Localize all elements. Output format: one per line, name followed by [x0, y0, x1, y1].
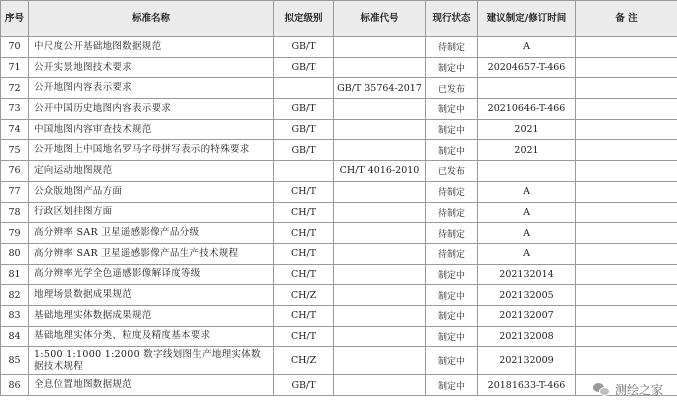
- cell-code: [334, 57, 426, 78]
- cell-note: [576, 243, 677, 264]
- cell-plan: 202132008: [478, 326, 576, 347]
- cell-name: 公开中国历史地图内容表示要求: [29, 99, 274, 120]
- cell-code: [334, 285, 426, 306]
- cell-note: [576, 326, 677, 347]
- cell-no: 74: [1, 119, 29, 140]
- cell-note: [576, 181, 677, 202]
- cell-status: 制定中: [426, 347, 478, 375]
- cell-no: 84: [1, 326, 29, 347]
- cell-level: GB/T: [274, 37, 334, 58]
- cell-note: [576, 264, 677, 285]
- cell-name: 公众版地图产品方面: [29, 181, 274, 202]
- cell-status: 已发布: [426, 78, 478, 99]
- cell-plan: 20210646-T-466: [478, 99, 576, 120]
- cell-plan: A: [478, 37, 576, 58]
- table-row: [1, 181, 677, 202]
- cell-level: [274, 78, 334, 99]
- table-row: [1, 375, 677, 396]
- table-row: [1, 223, 677, 244]
- cell-plan: 202132007: [478, 305, 576, 326]
- cell-status: 待制定: [426, 223, 478, 244]
- cell-plan: [478, 161, 576, 182]
- header-code: 标准代号: [334, 1, 426, 37]
- cell-level: CH/Z: [274, 347, 334, 375]
- cell-no: 70: [1, 37, 29, 58]
- cell-name: 行政区划挂图方面: [29, 202, 274, 223]
- table-row: [1, 243, 677, 264]
- table-body: [1, 37, 677, 396]
- cell-status: 待制定: [426, 243, 478, 264]
- cell-note: [576, 305, 677, 326]
- cell-name: 全息位置地图数据规范: [29, 375, 274, 396]
- cell-note: [576, 161, 677, 182]
- cell-name: 公开实景地图技术要求: [29, 57, 274, 78]
- cell-code: GB/T 35764-2017: [334, 78, 426, 99]
- cell-plan: 20181633-T-466: [478, 375, 576, 396]
- cell-name: 中国地图内容审查技术规范: [29, 119, 274, 140]
- cell-no: 72: [1, 78, 29, 99]
- cell-note: [576, 78, 677, 99]
- watermark: [593, 381, 663, 398]
- cell-plan: A: [478, 243, 576, 264]
- table-row: [1, 202, 677, 223]
- table-row: [1, 264, 677, 285]
- cell-name: 公开地图上中国地名罗马字母拼写表示的特殊要求: [29, 140, 274, 161]
- cell-plan: A: [478, 223, 576, 244]
- cell-level: CH/T: [274, 264, 334, 285]
- cell-code: [334, 305, 426, 326]
- table-row: [1, 161, 677, 182]
- header-plan: 建议制定/修订时间: [478, 1, 576, 37]
- cell-note: [576, 285, 677, 306]
- cell-code: [334, 264, 426, 285]
- cell-name: 高分辨率 SAR 卫星遥感影像产品生产技术规程: [29, 243, 274, 264]
- cell-no: 86: [1, 375, 29, 396]
- cell-code: [334, 223, 426, 244]
- cell-no: 82: [1, 285, 29, 306]
- cell-level: GB/T: [274, 99, 334, 120]
- cell-plan: 2021: [478, 119, 576, 140]
- cell-code: [334, 140, 426, 161]
- cell-name: 地理场景数据成果规范: [29, 285, 274, 306]
- cell-plan: 202132005: [478, 285, 576, 306]
- watermark-text: 测绘之家: [614, 383, 663, 397]
- table-row: [1, 99, 677, 120]
- cell-status: 已发布: [426, 161, 478, 182]
- cell-name: 公开地图内容表示要求: [29, 78, 274, 99]
- cell-no: 71: [1, 57, 29, 78]
- cell-no: 77: [1, 181, 29, 202]
- cell-name: 1:500 1:1000 1:2000 数字线划图生产地理实体数据技术规程: [29, 347, 274, 375]
- cell-note: [576, 99, 677, 120]
- cell-level: CH/T: [274, 243, 334, 264]
- cell-status: 制定中: [426, 326, 478, 347]
- cell-name: 基础地理实体分类、粒度及精度基本要求: [29, 326, 274, 347]
- cell-plan: A: [478, 181, 576, 202]
- table-row: [1, 140, 677, 161]
- cell-level: CH/T: [274, 305, 334, 326]
- cell-note: [576, 37, 677, 58]
- cell-code: CH/T 4016-2010: [334, 161, 426, 182]
- table-header-row: [1, 1, 677, 37]
- cell-code: [334, 119, 426, 140]
- cell-name: 基础地理实体数据成果规范: [29, 305, 274, 326]
- header-status: 现行状态: [426, 1, 478, 37]
- cell-code: [334, 181, 426, 202]
- cell-level: GB/T: [274, 119, 334, 140]
- cell-name: 高分辨率 SAR 卫星遥感影像产品分级: [29, 223, 274, 244]
- cell-plan: 20204657-T-466: [478, 57, 576, 78]
- cell-status: 制定中: [426, 305, 478, 326]
- cell-code: [334, 326, 426, 347]
- cell-no: 79: [1, 223, 29, 244]
- wechat-icon: [593, 382, 611, 397]
- cell-status: 制定中: [426, 99, 478, 120]
- cell-status: 制定中: [426, 285, 478, 306]
- header-note: 备 注: [576, 1, 677, 37]
- header-no: 序号: [1, 1, 29, 37]
- cell-status: 待制定: [426, 202, 478, 223]
- cell-status: 制定中: [426, 119, 478, 140]
- cell-level: [274, 161, 334, 182]
- cell-note: [576, 119, 677, 140]
- table-row: [1, 347, 677, 375]
- cell-code: [334, 347, 426, 375]
- cell-no: 73: [1, 99, 29, 120]
- cell-code: [334, 37, 426, 58]
- cell-plan: [478, 78, 576, 99]
- cell-level: CH/T: [274, 181, 334, 202]
- cell-code: [334, 243, 426, 264]
- table-row: [1, 57, 677, 78]
- cell-no: 75: [1, 140, 29, 161]
- table-row: [1, 78, 677, 99]
- cell-status: 待制定: [426, 181, 478, 202]
- cell-code: [334, 375, 426, 396]
- cell-plan: A: [478, 202, 576, 223]
- cell-status: 制定中: [426, 57, 478, 78]
- cell-no: 80: [1, 243, 29, 264]
- cell-level: CH/T: [274, 326, 334, 347]
- cell-note: [576, 223, 677, 244]
- cell-status: 待制定: [426, 37, 478, 58]
- cell-no: 76: [1, 161, 29, 182]
- table-row: [1, 326, 677, 347]
- cell-note: [576, 57, 677, 78]
- cell-name: 定向运动地图规范: [29, 161, 274, 182]
- table-row: [1, 305, 677, 326]
- cell-no: 81: [1, 264, 29, 285]
- cell-note: [576, 202, 677, 223]
- cell-no: 78: [1, 202, 29, 223]
- table-row: [1, 285, 677, 306]
- cell-name: 高分辨率光学全色遥感影像解译度等级: [29, 264, 274, 285]
- cell-no: 83: [1, 305, 29, 326]
- cell-level: CH/T: [274, 202, 334, 223]
- cell-status: 制定中: [426, 264, 478, 285]
- cell-plan: 202132009: [478, 347, 576, 375]
- cell-level: GB/T: [274, 57, 334, 78]
- cell-level: GB/T: [274, 140, 334, 161]
- cell-level: CH/Z: [274, 285, 334, 306]
- cell-plan: 202132014: [478, 264, 576, 285]
- cell-name: 中尺度公开基础地图数据规范: [29, 37, 274, 58]
- cell-level: CH/T: [274, 223, 334, 244]
- cell-note: [576, 347, 677, 375]
- header-level: 拟定级别: [274, 1, 334, 37]
- header-name: 标准名称: [29, 1, 274, 37]
- cell-code: [334, 202, 426, 223]
- cell-level: GB/T: [274, 375, 334, 396]
- table-row: [1, 37, 677, 58]
- cell-code: [334, 99, 426, 120]
- table-row: [1, 119, 677, 140]
- cell-status: 制定中: [426, 140, 478, 161]
- cell-no: 85: [1, 347, 29, 375]
- cell-note: [576, 140, 677, 161]
- cell-plan: 2021: [478, 140, 576, 161]
- cell-status: 制定中: [426, 375, 478, 396]
